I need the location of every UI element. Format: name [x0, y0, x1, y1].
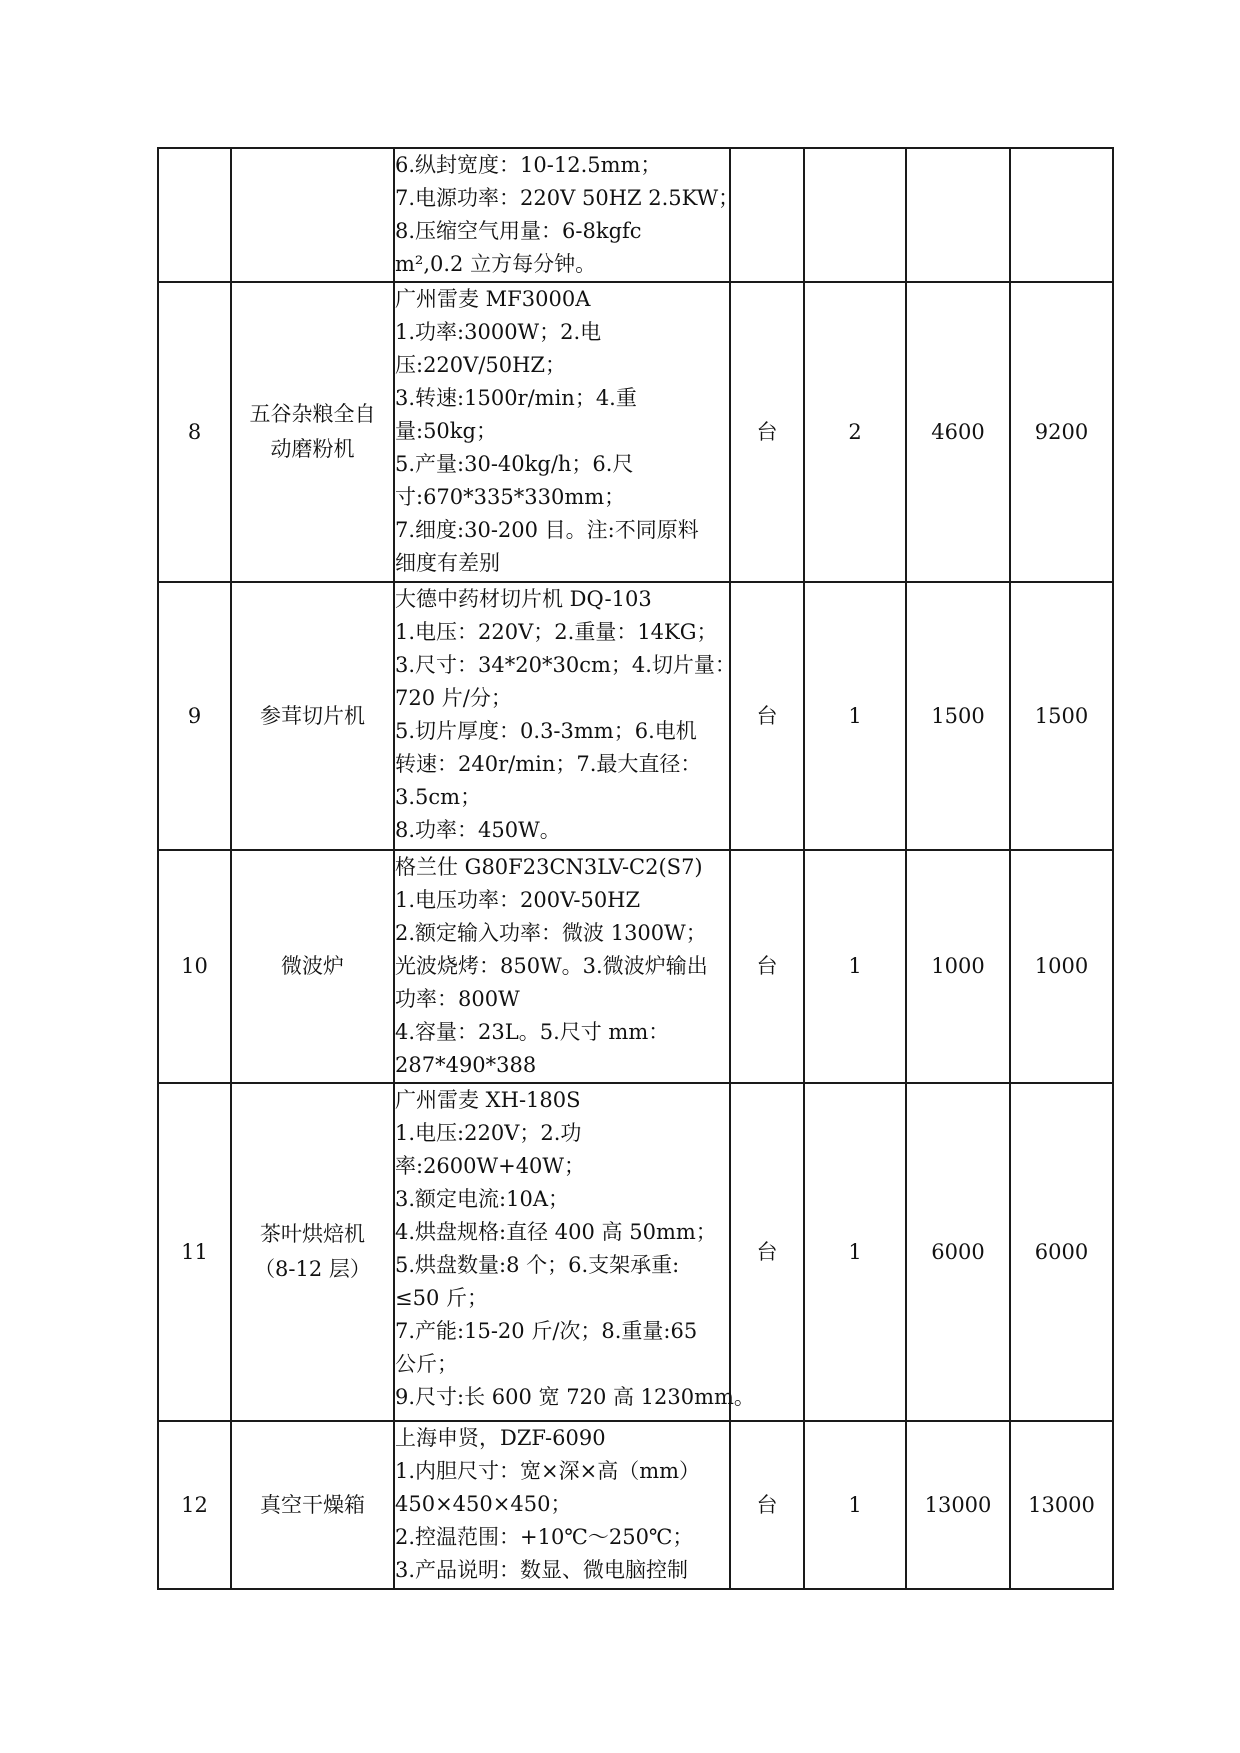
item-name-text: 五谷杂粮全自动磨粉机 — [249, 402, 376, 461]
row-number: 12 — [158, 1421, 231, 1589]
row-number: 10 — [158, 850, 231, 1083]
spec-line: 格兰仕 G80F23CN3LV-C2(S7) — [395, 855, 703, 879]
spec-line: 4.容量：23L。5.尺寸 mm： — [395, 1020, 670, 1044]
spec-description — [394, 148, 740, 282]
quantity-cell: 1 — [804, 582, 906, 850]
table-row — [158, 148, 1113, 282]
spec-line: 量:50kg； — [395, 419, 497, 443]
spec-line: 720 片/分； — [395, 686, 512, 710]
unit-cell: 台 — [730, 582, 804, 850]
spec-description — [394, 1421, 730, 1589]
item-name-text: 真空干燥箱 — [260, 1492, 365, 1517]
spec-description — [394, 1083, 755, 1421]
table-row — [158, 282, 1113, 582]
spec-line: 1.电压:220V；2.功 — [395, 1121, 582, 1145]
item-name — [231, 148, 394, 282]
spec-line: ≤50 斤； — [395, 1286, 488, 1310]
spec-line: 率:2600W+40W； — [395, 1154, 586, 1178]
spec-line: 1.电压：220V；2.重量：14KG； — [395, 620, 718, 644]
total-price-cell: 1500 — [1010, 582, 1113, 850]
spec-line: 3.转速:1500r/min；4.重 — [395, 386, 637, 410]
item-name — [231, 1083, 394, 1421]
row-number: 9 — [158, 582, 231, 850]
table-row — [158, 850, 1113, 1083]
quantity-cell: 1 — [804, 850, 906, 1083]
spec-line: 3.尺寸：34*20*30cm；4.切片量： — [395, 653, 736, 677]
unit-cell: 台 — [730, 850, 804, 1083]
unit-price-cell: 6000 — [906, 1083, 1010, 1421]
unit-price-cell: 13000 — [906, 1421, 1010, 1589]
quantity-cell — [804, 148, 906, 282]
spec-line: 5.烘盘数量:8 个；6.支架承重: — [395, 1253, 680, 1277]
unit-cell — [730, 148, 804, 282]
row-number: 11 — [158, 1083, 231, 1421]
unit-price-cell: 1500 — [906, 582, 1010, 850]
quantity-cell: 1 — [804, 1421, 906, 1589]
unit-cell: 台 — [730, 1083, 804, 1421]
spec-line: 3.产品说明：数显、微电脑控制 — [395, 1558, 689, 1582]
item-name-text: 茶叶烘焙机（8-12 层） — [254, 1222, 371, 1281]
total-price-cell: 6000 — [1010, 1083, 1113, 1421]
spec-line: 4.烘盘规格:直径 400 高 50mm； — [395, 1220, 717, 1244]
unit-cell: 台 — [730, 1421, 804, 1589]
unit-cell: 台 — [730, 282, 804, 582]
total-price-cell — [1010, 148, 1113, 282]
total-price-cell: 13000 — [1010, 1421, 1113, 1589]
spec-line: 1.功率:3000W；2.电 — [395, 320, 602, 344]
spec-line: 7.产能:15-20 斤/次；8.重量:65 — [395, 1319, 698, 1343]
spec-line: 7.细度:30-200 目。注:不同原料 — [395, 518, 699, 542]
spec-description — [394, 282, 730, 582]
item-name — [231, 282, 394, 582]
spec-description — [394, 850, 730, 1083]
item-name-text: 参茸切片机 — [260, 703, 365, 728]
spec-line: 大德中药材切片机 DQ-103 — [395, 587, 652, 611]
unit-price-cell: 1000 — [906, 850, 1010, 1083]
spec-line: 公斤； — [395, 1352, 458, 1376]
spec-line: m²,0.2 立方每分钟。 — [395, 252, 597, 276]
spec-line: 1.内胆尺寸：宽×深×高（mm） — [395, 1459, 701, 1483]
spec-line: 上海申贤，DZF-6090 — [395, 1426, 606, 1450]
equipment-spec-table — [157, 147, 1114, 1590]
spec-line: 转速：240r/min；7.最大直径： — [395, 752, 702, 776]
unit-price-cell: 4600 — [906, 282, 1010, 582]
table-body — [158, 148, 1113, 1589]
spec-line: 压:220V/50HZ； — [395, 353, 567, 377]
spec-line: 1.电压功率：200V-50HZ — [395, 888, 641, 912]
spec-line: 功率：800W — [395, 987, 520, 1011]
quantity-cell: 2 — [804, 282, 906, 582]
spec-line: 6.纵封宽度：10-12.5mm； — [395, 153, 662, 177]
table-row — [158, 582, 1113, 850]
table-row — [158, 1083, 1113, 1421]
item-name — [231, 1421, 394, 1589]
spec-line: 广州雷麦 MF3000A — [395, 287, 591, 311]
spec-line: 2.控温范围：+10℃～250℃； — [395, 1525, 694, 1549]
spec-line: 3.额定电流:10A； — [395, 1187, 569, 1211]
total-price-cell: 1000 — [1010, 850, 1113, 1083]
spec-line: 细度有差别 — [395, 551, 500, 575]
spec-line: 2.额定输入功率：微波 1300W； — [395, 921, 707, 945]
spec-line: 8.压缩空气用量：6-8kgfc — [395, 219, 642, 243]
total-price-cell: 9200 — [1010, 282, 1113, 582]
unit-price-cell — [906, 148, 1010, 282]
row-number: 8 — [158, 282, 231, 582]
spec-line: 9.尺寸:长 600 宽 720 高 1230mm。 — [395, 1385, 755, 1409]
spec-description — [394, 582, 736, 850]
item-name — [231, 582, 394, 850]
spec-line: 光波烧烤：850W。3.微波炉输出 — [395, 954, 708, 978]
spec-line: 3.5cm； — [395, 785, 482, 809]
row-number — [158, 148, 231, 282]
spec-line: 5.产量:30-40kg/h；6.尺 — [395, 452, 634, 476]
table-row — [158, 1421, 1113, 1589]
spec-line: 寸:670*335*330mm； — [395, 485, 626, 509]
item-name — [231, 850, 394, 1083]
spec-line: 8.功率：450W。 — [395, 818, 561, 842]
spec-line: 广州雷麦 XH-180S — [395, 1088, 581, 1112]
quantity-cell: 1 — [804, 1083, 906, 1421]
spec-line: 7.电源功率：220V 50HZ 2.5KW； — [395, 186, 740, 210]
spec-line: 450×450×450； — [395, 1492, 572, 1516]
item-name-text: 微波炉 — [281, 954, 344, 978]
spec-line: 5.切片厚度：0.3-3mm；6.电机 — [395, 719, 697, 743]
spec-line: 287*490*388 — [395, 1053, 537, 1077]
